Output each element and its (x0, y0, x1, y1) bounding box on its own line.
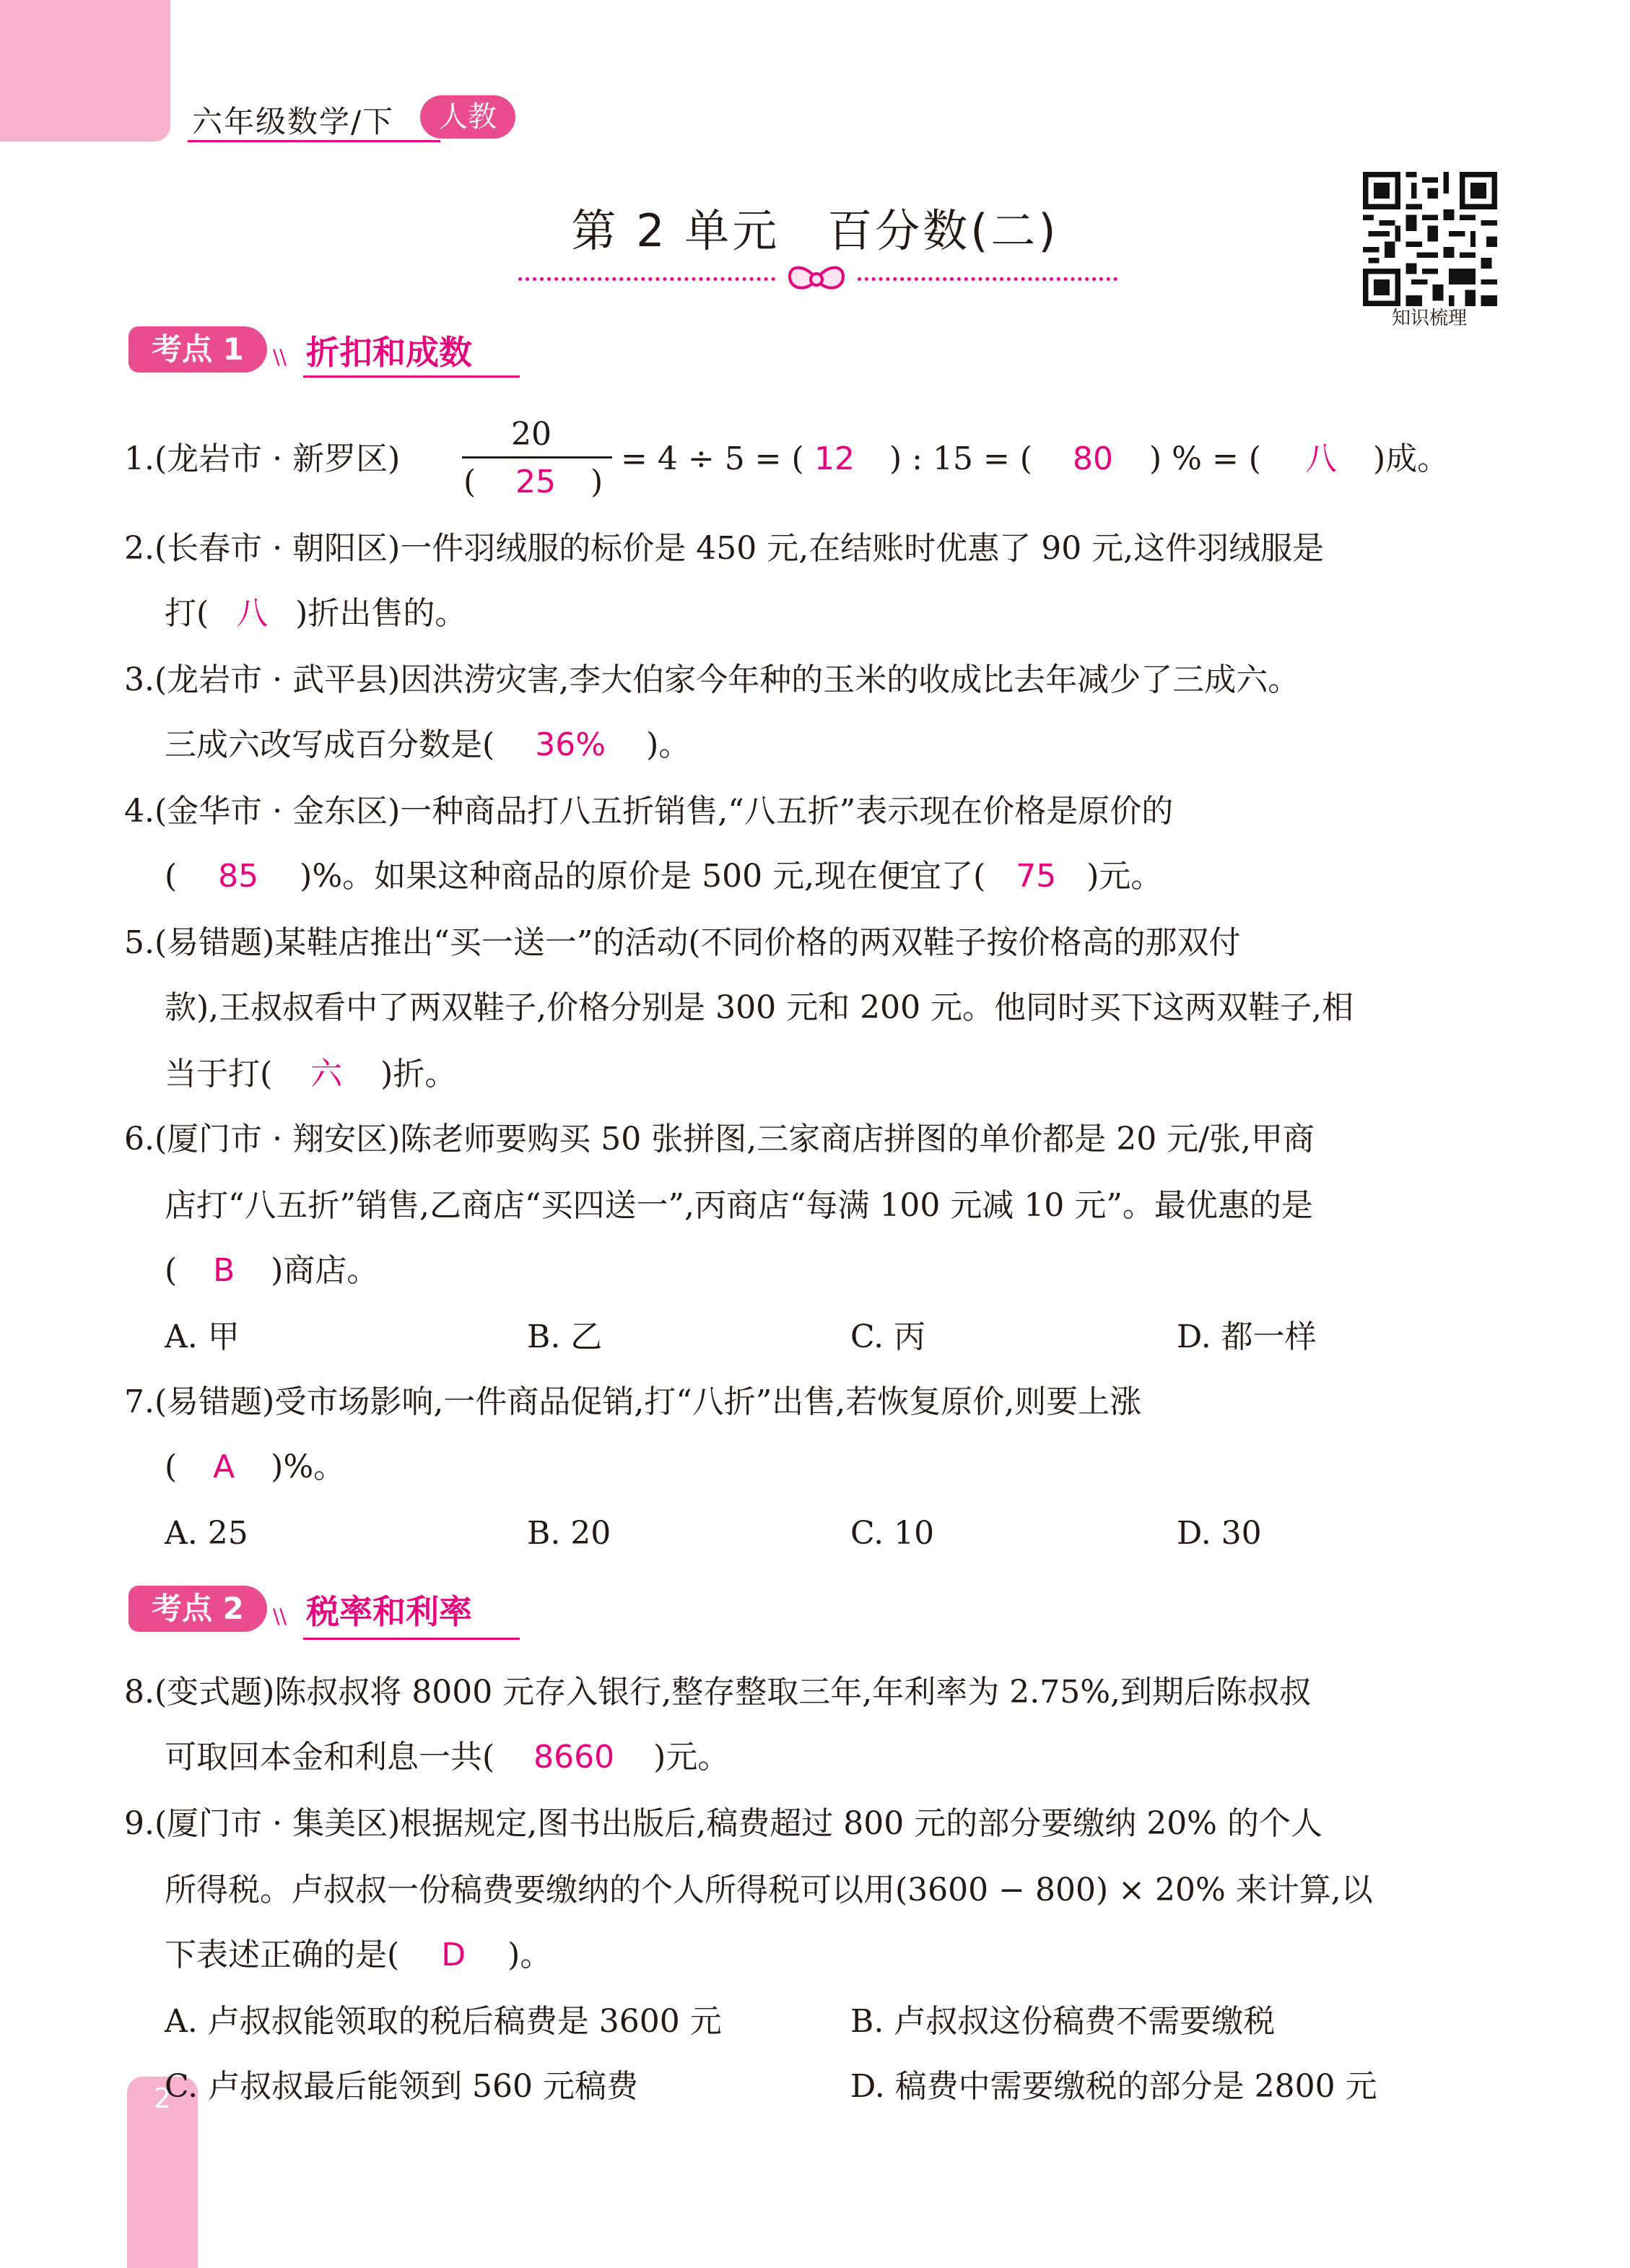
question-number: 9. (124, 1805, 154, 1842)
question-text: 根据规定,图书出版后,稿费超过 800 元的部分要缴纳 20% 的个人 (400, 1805, 1322, 1842)
question-source: (易错题) (154, 924, 275, 961)
answer-blank: B (213, 1252, 235, 1289)
question-text: 因洪涝灾害,李大伯家今年种的玉米的收成比去年减少了三成六。 (400, 661, 1300, 698)
header-underline (188, 140, 440, 142)
answer-blank: A (213, 1448, 235, 1485)
question-2-line-2 (165, 592, 466, 635)
expression-part-1: = 4 ÷ 5 = ( (621, 440, 804, 477)
question-3 (124, 659, 1299, 702)
question-text: )%。如果这种商品的原价是 500 元,现在便宜了( (300, 858, 986, 895)
question-number: 2. (124, 530, 154, 567)
question-text: )折。 (380, 1056, 457, 1092)
question-number: 3. (124, 661, 154, 698)
section-title: 税率和利率 (306, 1592, 472, 1631)
answer-blank: 六 (310, 1056, 343, 1092)
section-slash-decoration: \\ (273, 1604, 287, 1628)
option-b: B. 卢叔叔这份稿费不需要缴税 (850, 2003, 1276, 2040)
question-number: 7. (124, 1383, 154, 1420)
section-title: 折扣和成数 (306, 333, 472, 372)
title-dotted-line-right (858, 277, 1117, 281)
fraction-bar (462, 456, 612, 459)
question-7 (124, 1381, 1141, 1424)
question-number: 1. (124, 440, 154, 477)
question-1 (124, 438, 400, 481)
question-text: 受市场影响,一件商品促销,打“八折”出售,若恢复原价,则要上涨 (274, 1383, 1142, 1420)
section-slash-decoration: \\ (273, 345, 287, 369)
question-8-line-2 (165, 1736, 729, 1779)
question-7-line-2 (165, 1446, 345, 1489)
question-source: (变式题) (154, 1674, 275, 1711)
question-9 (124, 1802, 1322, 1846)
answer-blank: 8660 (533, 1739, 615, 1776)
question-number: 6. (124, 1121, 154, 1157)
question-5-line-3 (165, 1053, 456, 1096)
option-b: B. 20 (527, 1515, 611, 1552)
qr-code-icon[interactable] (1363, 172, 1497, 306)
option-a: A. 卢叔叔能领取的税后稿费是 3600 元 (165, 2003, 722, 2040)
question-number: 4. (124, 793, 154, 830)
question-text: 陈老师要购买 50 张拼图,三家商店拼图的单价都是 20 元/张,甲商 (400, 1121, 1315, 1157)
section-badge: 考点 2 (128, 1586, 267, 1632)
question-9-line-2: 所得税。卢叔叔一份稿费要缴纳的个人所得税可以用(3600 − 800) × 20% 来计算,以 (165, 1872, 1373, 1908)
header-grade: 六年级数学/下 (192, 104, 395, 139)
expression-part-3: ) % = ( (1149, 440, 1261, 477)
option-d: D. 稿费中需要缴税的部分是 2800 元 (850, 2068, 1377, 2105)
fraction-lparen: ( (463, 464, 476, 500)
question-number: 5. (124, 924, 154, 961)
section-underline (303, 1638, 520, 1640)
question-6-line-2: 店打“八五折”销售,乙商店“买四送一”,丙商店“每满 100 元减 10 元”。最优惠的是 (165, 1187, 1313, 1224)
question-6 (124, 1118, 1315, 1161)
question-8 (124, 1671, 1311, 1714)
fraction-numerator: 20 (511, 416, 552, 453)
qr-caption: 知识梳理 (1391, 308, 1467, 329)
answer-blank: 八 (236, 595, 269, 632)
question-source: (厦门市 · 翔安区) (154, 1121, 401, 1157)
question-source: (金华市 · 金东区) (154, 793, 401, 830)
fraction-denominator-answer: 25 (515, 464, 556, 500)
question-text: 三成六改写成百分数是( (165, 726, 495, 763)
question-text: 打( (165, 595, 209, 632)
question-text: )折出售的。 (295, 595, 467, 632)
question-text: 某鞋店推出“买一送一”的活动(不同价格的两双鞋子按价格高的那双付 (274, 924, 1241, 961)
option-a: A. 25 (165, 1515, 248, 1552)
question-text: )元。 (653, 1739, 730, 1776)
question-text: )%。 (271, 1448, 346, 1485)
answer-blank: 75 (1016, 858, 1057, 895)
expression-part-2: ) : 15 = ( (889, 440, 1032, 477)
question-text: ( (165, 1252, 178, 1289)
question-text: )商店。 (271, 1252, 379, 1289)
answer-blank: D (441, 1937, 466, 1973)
answer-blank: 12 (814, 440, 855, 477)
question-number: 8. (124, 1674, 154, 1711)
question-text: 陈叔叔将 8000 元存入银行,整存整取三年,年利率为 2.75%,到期后陈叔叔 (274, 1674, 1311, 1711)
answer-blank: 八 (1305, 440, 1337, 477)
question-source: (龙岩市 · 武平县) (154, 661, 401, 698)
option-d: D. 都一样 (1177, 1318, 1317, 1355)
question-5 (124, 921, 1240, 965)
answer-blank: 85 (218, 858, 259, 895)
question-5-line-2: 款),王叔叔看中了两双鞋子,价格分别是 300 元和 200 元。他同时买下这两双鞋子,相 (165, 989, 1354, 1026)
page-title: 第 2 单元 百分数(二) (571, 204, 1059, 257)
option-c: C. 卢叔叔最后能领到 560 元稿费 (165, 2068, 639, 2105)
option-c: C. 10 (850, 1515, 935, 1552)
question-source: (易错题) (154, 1383, 275, 1420)
question-4-line-2 (165, 855, 1162, 898)
fraction-rparen: ) (590, 464, 603, 500)
answer-blank: 36% (535, 726, 606, 763)
section-badge: 考点 1 (128, 326, 267, 373)
answer-blank: 80 (1073, 440, 1113, 477)
expression-part-4: )成。 (1373, 440, 1450, 477)
question-text: 当于打( (165, 1056, 273, 1092)
question-9-line-3 (165, 1934, 552, 1977)
option-a: A. 甲 (165, 1318, 240, 1355)
question-2 (124, 527, 1324, 570)
bow-icon (785, 261, 847, 298)
question-6-line-3 (165, 1249, 378, 1292)
question-text: 下表述正确的是( (165, 1937, 400, 1973)
question-text: ( (165, 1448, 178, 1485)
title-dotted-line-left (518, 277, 775, 281)
question-text: 可取回本金和利息一共( (165, 1739, 495, 1776)
corner-tab-top (0, 0, 170, 142)
question-4 (124, 790, 1173, 833)
question-text: 一种商品打八五折销售,“八五折”表示现在价格是原价的 (400, 793, 1174, 830)
question-3-line-2 (165, 724, 690, 767)
section-underline (303, 375, 520, 378)
question-source: (厦门市 · 集美区) (154, 1805, 401, 1842)
question-text: ( (165, 858, 178, 895)
question-source: (长春市 · 朝阳区) (154, 530, 401, 567)
question-text: )元。 (1086, 858, 1163, 895)
page-number: 2 (153, 2082, 172, 2114)
question-text: 一件羽绒服的标价是 450 元,在结账时优惠了 90 元,这件羽绒服是 (400, 530, 1325, 567)
question-text: )。 (646, 726, 691, 763)
header-edition-badge: 人教 (420, 95, 515, 139)
option-d: D. 30 (1177, 1515, 1262, 1552)
option-c: C. 丙 (850, 1318, 926, 1355)
question-text: )。 (507, 1937, 552, 1973)
option-b: B. 乙 (527, 1318, 603, 1355)
question-source: (龙岩市 · 新罗区) (154, 440, 401, 477)
